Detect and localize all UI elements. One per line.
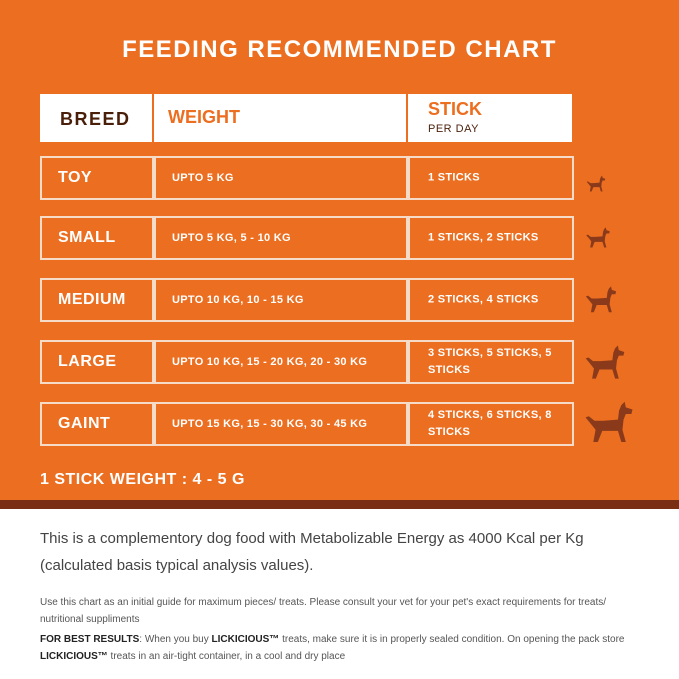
weight-cell: [154, 156, 408, 200]
best-results-text: treats, make sure it is in properly sealed condition. On opening the pack store: [279, 634, 625, 645]
weight-label: UPTO 10 KG, 15 - 20 KG, 20 - 30 KG: [172, 356, 368, 368]
table-row: [40, 278, 574, 322]
breed-label: LARGE: [58, 353, 117, 370]
best-results-text: treats in an air-tight container, in a cool and dry place: [107, 651, 346, 662]
header-breed: [40, 94, 152, 142]
table-row: [40, 402, 574, 446]
header-breed-label: BREED: [60, 109, 131, 129]
stick-weight-note: 1 STICK WEIGHT : 4 - 5 G: [40, 471, 245, 488]
giant-dog-icon: [581, 400, 637, 446]
stick-cell: [408, 402, 574, 446]
stick-label: 1 STICKS, 2 STICKS: [428, 231, 539, 244]
small-dog-icon: [584, 226, 612, 250]
brand-name: LICKICIOUS™: [211, 634, 280, 645]
best-results-note: [40, 631, 650, 665]
stick-label: 2 STICKS, 4 STICKS: [428, 293, 539, 306]
weight-label: UPTO 5 KG, 5 - 10 KG: [172, 232, 291, 244]
header-weight: [154, 94, 406, 142]
stick-label: 3 STICKS, 5 STICKS, 5 STICKS: [428, 347, 552, 376]
breed-cell: [40, 216, 154, 260]
weight-label: UPTO 5 KG: [172, 172, 234, 184]
breed-label: SMALL: [58, 229, 116, 246]
breed-cell: [40, 156, 154, 200]
guide-note: Use this chart as an initial guide for maximum pieces/ treats. Please consult your vet for your pet's exact requirements for treats/ nutritional suppliments: [40, 597, 607, 625]
breed-cell: [40, 340, 154, 384]
header-stick: [408, 94, 572, 142]
table-row: [40, 340, 574, 384]
toy-dog-icon: [585, 175, 607, 193]
header-weight-label: WEIGHT: [168, 107, 240, 127]
breed-cell: [40, 278, 154, 322]
breed-label: GAINT: [58, 415, 111, 432]
weight-cell: [154, 278, 408, 322]
stick-cell: [408, 278, 574, 322]
weight-cell: [154, 340, 408, 384]
weight-cell: [154, 402, 408, 446]
brand-name: LICKICIOUS™: [40, 651, 108, 662]
header-stick-sublabel: PER DAY: [428, 123, 479, 135]
large-dog-icon: [582, 344, 628, 382]
table-row: [40, 156, 574, 200]
breed-cell: [40, 402, 154, 446]
breed-label: TOY: [58, 169, 93, 186]
medium-dog-icon: [583, 285, 619, 315]
table-row: [40, 216, 574, 260]
page-title: FEEDING RECOMMENDED CHART: [122, 36, 557, 63]
stick-cell: [408, 156, 574, 200]
header-stick-label: STICK: [428, 99, 482, 119]
stick-label: 4 STICKS, 6 STICKS, 8 STICKS: [428, 409, 552, 438]
best-results-label: FOR BEST RESULTS: [40, 634, 140, 645]
stick-cell: [408, 216, 574, 260]
best-results-text: : When you buy: [139, 634, 212, 645]
weight-cell: [154, 216, 408, 260]
energy-description: This is a complementory dog food with Metabolizable Energy as 4000 Kcal per Kg (calculated basis typical analysis values).: [40, 530, 584, 574]
weight-label: UPTO 10 KG, 10 - 15 KG: [172, 294, 304, 306]
divider-band: [0, 500, 679, 509]
stick-label: 1 STICKS: [428, 171, 480, 184]
breed-label: MEDIUM: [58, 291, 126, 308]
weight-label: UPTO 15 KG, 15 - 30 KG, 30 - 45 KG: [172, 418, 368, 430]
stick-cell: [408, 340, 574, 384]
